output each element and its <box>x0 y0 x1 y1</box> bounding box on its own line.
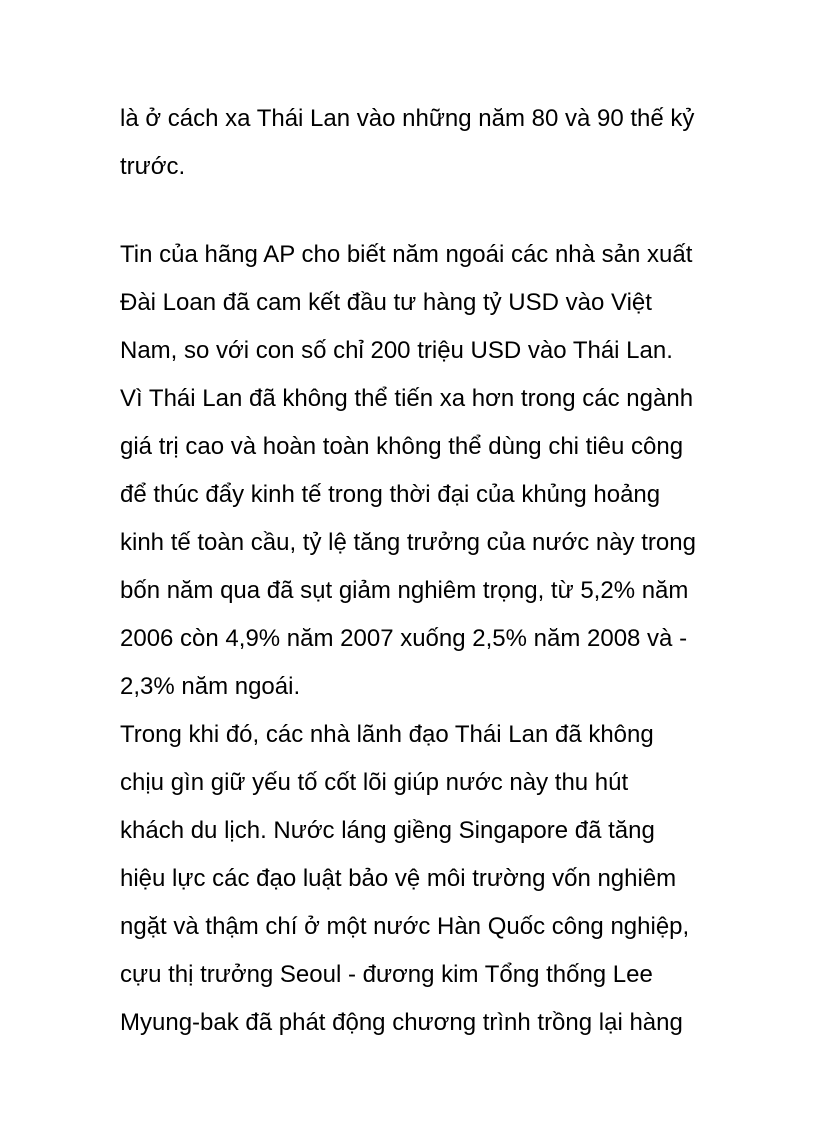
text-line: giá trị cao và hoàn toàn không thể dùng chi tiêu công <box>120 433 684 460</box>
text-line: kinh tế toàn cầu, tỷ lệ tăng trưởng của nước này trong <box>120 529 696 556</box>
text-line: trước. <box>120 153 186 180</box>
text-line: chịu gìn giữ yếu tố cốt lõi giúp nước này thu hút <box>120 769 629 796</box>
text-line: Vì Thái Lan đã không thể tiến xa hơn trong các ngành <box>120 385 694 412</box>
text-line: cựu thị trưởng Seoul - đương kim Tổng thống Lee <box>120 961 653 988</box>
paragraph-1 <box>120 95 720 191</box>
text-line: Đài Loan đã cam kết đầu tư hàng tỷ USD vào Việt <box>120 289 652 316</box>
text-line: để thúc đẩy kinh tế trong thời đại của khủng hoảng <box>120 481 661 508</box>
text-line: là ở cách xa Thái Lan vào những năm 80 và 90 thế kỷ <box>120 105 695 132</box>
text-line: Tin của hãng AP cho biết năm ngoái các nhà sản xuất <box>120 241 693 268</box>
text-line: hiệu lực các đạo luật bảo vệ môi trường vốn nghiêm <box>120 865 677 892</box>
paragraph-3 <box>120 711 720 1047</box>
text-line: Myung-bak đã phát động chương trình trồng lại hàng <box>120 1009 683 1036</box>
text-line: Trong khi đó, các nhà lãnh đạo Thái Lan đã không <box>120 721 654 748</box>
text-line: Nam, so với con số chỉ 200 triệu USD vào Thái Lan. <box>120 337 673 364</box>
text-line: bốn năm qua đã sụt giảm nghiêm trọng, từ 5,2% năm <box>120 577 689 604</box>
text-line: 2006 còn 4,9% năm 2007 xuống 2,5% năm 2008 và - <box>120 625 688 652</box>
text-line: ngặt và thậm chí ở một nước Hàn Quốc công nghiệp, <box>120 913 690 940</box>
paragraph-2 <box>120 231 720 711</box>
text-line: 2,3% năm ngoái. <box>120 673 301 700</box>
text-line: khách du lịch. Nước láng giềng Singapore đã tăng <box>120 817 655 844</box>
